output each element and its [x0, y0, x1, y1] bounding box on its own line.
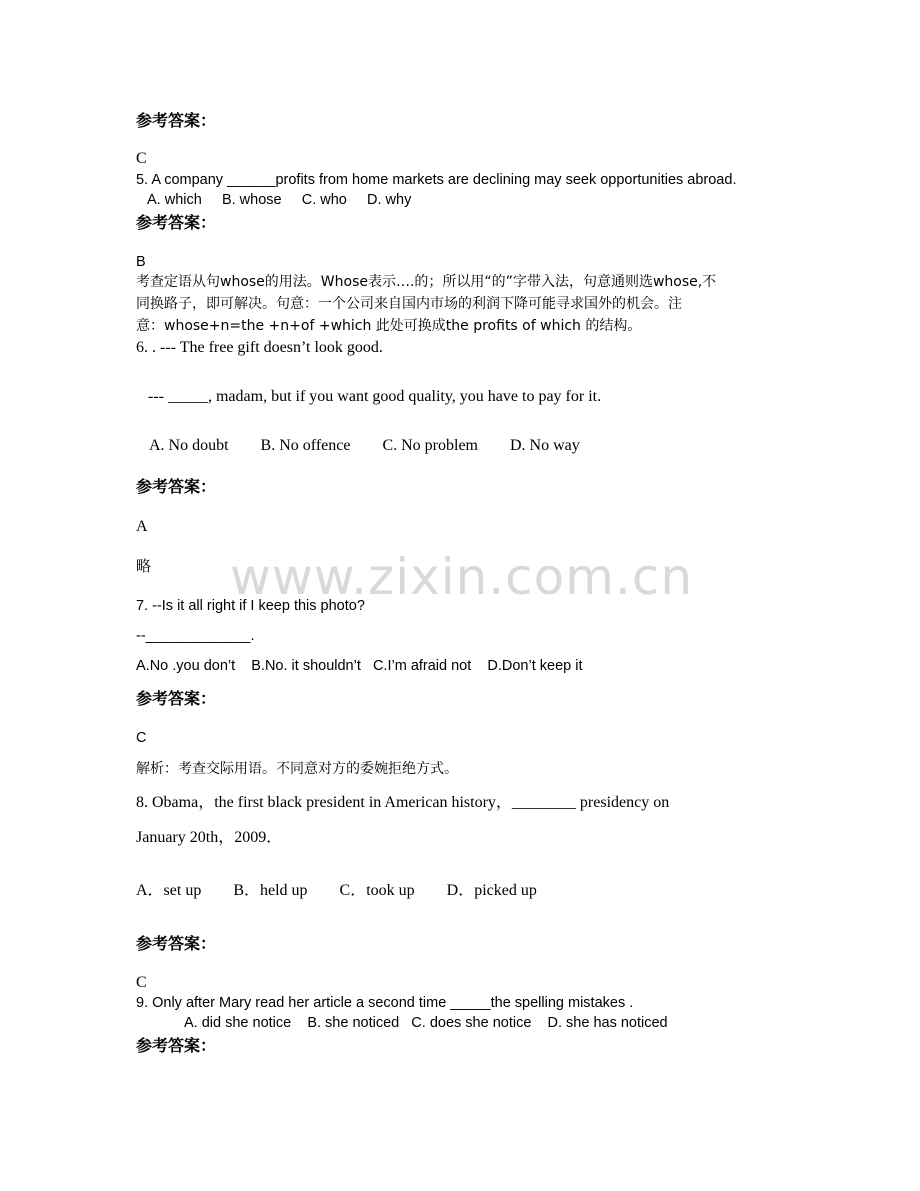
question-8: 8. Obama，the first black president in American history，________ presidency on [136, 794, 670, 811]
question-7-line-2: --_____________. [136, 628, 255, 644]
question-8-line-2: January 20th，2009． [136, 829, 283, 846]
question-9-options: A. did she notice B. she noticed C. does she notice D. she has noticed [184, 1015, 668, 1031]
answer-heading: 参考答案： [136, 477, 217, 496]
answer-heading: 参考答案： [136, 934, 217, 953]
question-5-options: A. which B. whose C. who D. why [147, 192, 412, 208]
answer-value: C [136, 974, 147, 991]
watermark: www.zixin.com.cn [230, 548, 694, 606]
question-5: 5. A company ______profits from home markets are declining may seek opportunities abroad. [136, 172, 737, 188]
question-7: 7. --Is it all right if I keep this photo? [136, 598, 365, 614]
explanation-line: 略 [136, 557, 152, 575]
answer-heading: 参考答案： [136, 689, 217, 708]
question-7-options: A.No .you don’t B.No. it shouldn’t C.I’m afraid not D.Don’t keep it [136, 658, 583, 674]
question-6: 6. . --- The free gift doesn’t look good. [136, 339, 383, 356]
explanation-line: 同换路子，即可解决。句意：一个公司来自国内市场的利润下降可能寻求国外的机会。注 [136, 296, 682, 312]
answer-value: C [136, 730, 147, 746]
question-6-line-2: --- _____, madam, but if you want good quality, you have to pay for it. [148, 388, 602, 405]
explanation-line: 解析：考查交际用语。不同意对方的委婉拒绝方式。 [136, 761, 458, 777]
answer-value: B [136, 254, 146, 270]
answer-heading: 参考答案： [136, 1036, 217, 1055]
question-6-options: A. No doubt B. No offence C. No problem D. No way [149, 437, 580, 454]
answer-heading: 参考答案： [136, 213, 217, 232]
question-8-options: A．set up B．held up C．took up D．picked up [136, 882, 537, 899]
answer-value: A [136, 518, 148, 535]
explanation-line: 意：whose+n=the +n+of +which 此处可换成the profits of which 的结构。 [136, 318, 642, 334]
answer-heading: 参考答案： [136, 111, 217, 130]
answer-value: C [136, 150, 147, 167]
explanation-line: 考查定语从句whose的用法。Whose表示….的；所以用“的”字带入法，句意通则选whose,不 [136, 274, 717, 290]
question-9: 9. Only after Mary read her article a second time _____the spelling mistakes . [136, 995, 634, 1011]
